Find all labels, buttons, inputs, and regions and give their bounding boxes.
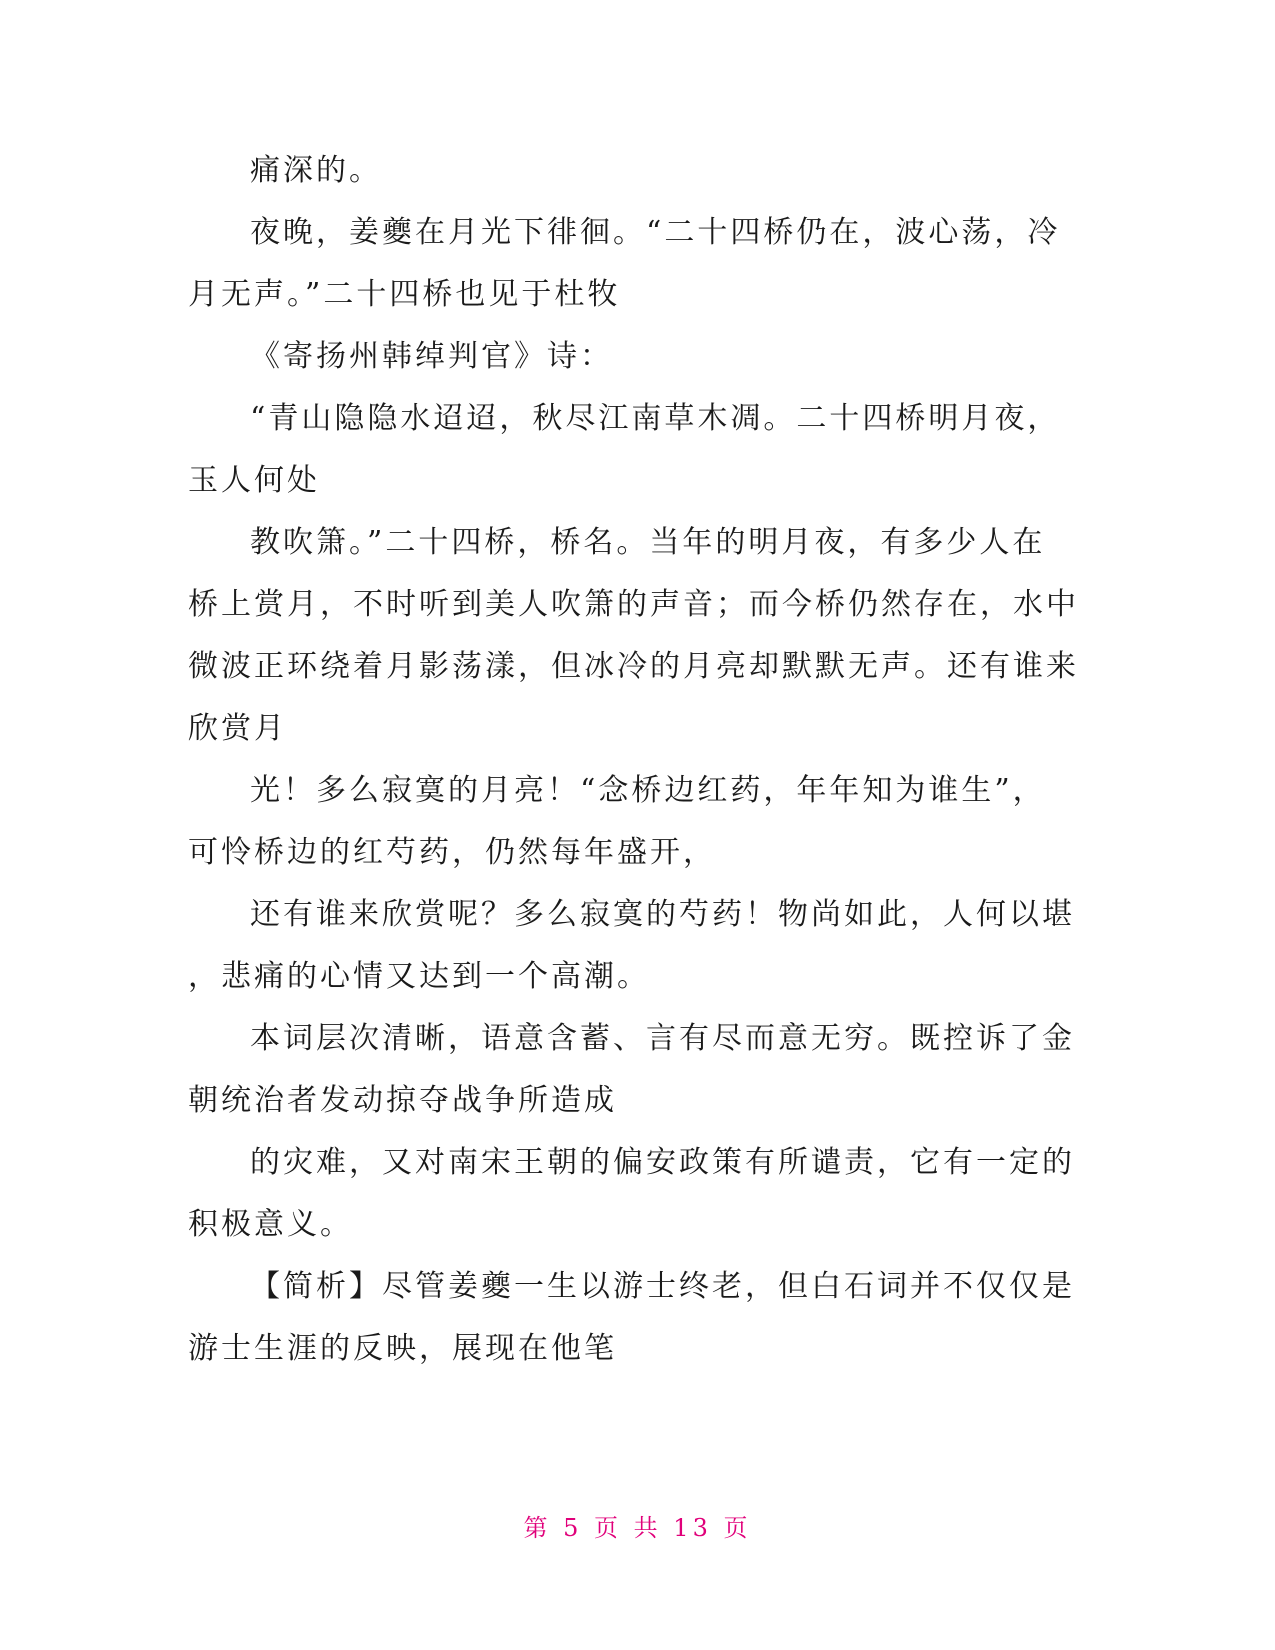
text-line: 光！多么寂寞的月亮！“念桥边红药，年年知为谁生”， bbox=[250, 773, 1046, 808]
text-line: 积极意义。 bbox=[188, 1207, 353, 1242]
text-line: 本词层次清晰，语意含蓄、言有尽而意无穷。既控诉了金 bbox=[250, 1021, 1075, 1056]
text-line: 还有谁来欣赏呢？多么寂寞的芍药！物尚如此，人何以堪 bbox=[250, 897, 1075, 932]
text-line: 欣赏月 bbox=[188, 711, 287, 746]
text-line: 朝统治者发动掠夺战争所造成 bbox=[188, 1083, 617, 1118]
text-line: 教吹箫。”二十四桥，桥名。当年的明月夜，有多少人在 bbox=[250, 525, 1046, 560]
text-line: 游士生涯的反映，展现在他笔 bbox=[188, 1331, 617, 1366]
page-number-footer: 第 5 页 共 13 页 bbox=[523, 1514, 752, 1542]
text-line: 月无声。”二十四桥也见于杜牧 bbox=[188, 277, 621, 312]
text-line: 玉人何处 bbox=[188, 463, 320, 498]
text-line: “青山隐隐水迢迢，秋尽江南草木凋。二十四桥明月夜， bbox=[250, 401, 1061, 436]
text-line: 的灾难，又对南宋王朝的偏安政策有所谴责，它有一定的 bbox=[250, 1145, 1075, 1180]
text-line: 《寄扬州韩绰判官》诗： bbox=[250, 339, 613, 374]
text-line: 【简析】尽管姜夔一生以游士终老，但白石词并不仅仅是 bbox=[250, 1269, 1075, 1304]
text-line: 微波正环绕着月影荡漾，但冰冷的月亮却默默无声。还有谁来 bbox=[188, 649, 1079, 684]
text-line: 桥上赏月，不时听到美人吹箫的声音；而今桥仍然存在，水中 bbox=[188, 587, 1079, 622]
text-line: 痛深的。 bbox=[250, 153, 382, 188]
text-line: 夜晚，姜夔在月光下徘徊。“二十四桥仍在，波心荡，冷 bbox=[250, 215, 1061, 250]
text-line: ，悲痛的心情又达到一个高潮。 bbox=[188, 959, 650, 994]
text-line: 可怜桥边的红芍药，仍然每年盛开， bbox=[188, 835, 716, 870]
body-text bbox=[188, 140, 1088, 1380]
